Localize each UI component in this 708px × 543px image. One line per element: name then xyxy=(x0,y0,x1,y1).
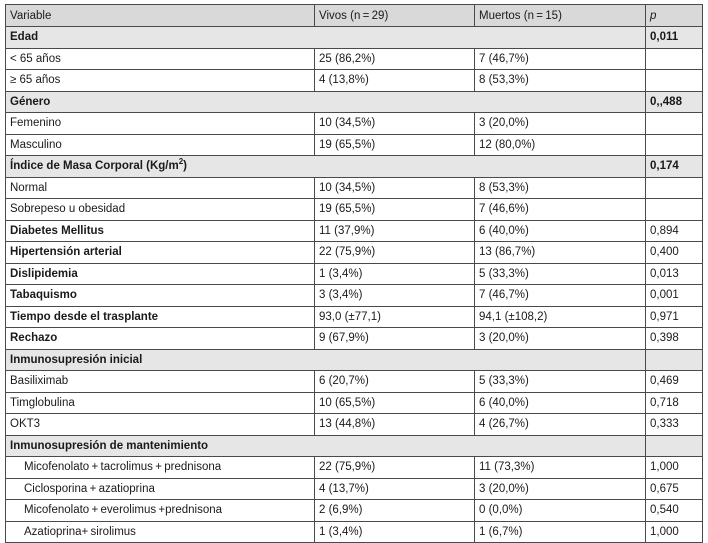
header-variable: Variable xyxy=(6,5,315,27)
table-row xyxy=(6,199,703,221)
section-label-end: ) xyxy=(183,160,187,173)
muertos-cell: 11 (73,3%) xyxy=(475,457,646,479)
section-label xyxy=(6,91,646,113)
muertos-cell: 7 (46,6%) xyxy=(475,199,646,221)
vivos-cell: 22 (75,9%) xyxy=(315,457,475,479)
vivos-cell: 10 (34,5%) xyxy=(315,113,475,135)
p-value-cell: 0,718 xyxy=(646,392,703,414)
superscript: 2 xyxy=(178,157,184,167)
vivos-cell: 9 (67,9%) xyxy=(315,328,475,350)
vivos-cell: 93,0 (±77,1) xyxy=(315,306,475,328)
muertos-cell: 6 (40,0%) xyxy=(475,220,646,242)
vivos-cell: 13 (44,8%) xyxy=(315,414,475,436)
table-row xyxy=(6,306,703,328)
table-row xyxy=(6,521,703,543)
vivos-cell: 6 (20,7%) xyxy=(315,371,475,393)
p-value-cell xyxy=(646,349,703,371)
table-row xyxy=(6,113,703,135)
table-body xyxy=(6,27,703,543)
p-value-cell: 0,174 xyxy=(646,156,703,178)
vivos-cell: 1 (3,4%) xyxy=(315,263,475,285)
section-label xyxy=(6,27,646,49)
p-value-cell xyxy=(646,177,703,199)
variable-cell: Ciclosporina + azatioprina xyxy=(6,478,315,500)
p-value-cell: 0,894 xyxy=(646,220,703,242)
variable-cell: Dislipidemia xyxy=(6,263,315,285)
header-muertos: Muertos (n = 15) xyxy=(475,5,646,27)
variable-cell: Azatioprina+ sirolimus xyxy=(6,521,315,543)
variable-cell: Normal xyxy=(6,177,315,199)
table-row xyxy=(6,371,703,393)
variable-cell: Sobrepeso u obesidad xyxy=(6,199,315,221)
muertos-cell: 1 (6,7%) xyxy=(475,521,646,543)
p-value-cell xyxy=(646,199,703,221)
p-value-cell: 0,469 xyxy=(646,371,703,393)
variable-cell: OKT3 xyxy=(6,414,315,436)
variable-cell: Timglobulina xyxy=(6,392,315,414)
data-table xyxy=(5,4,703,543)
p-value-cell: 0,011 xyxy=(646,27,703,49)
p-value-cell: 1,000 xyxy=(646,521,703,543)
p-value-cell xyxy=(646,435,703,457)
vivos-cell: 19 (65,5%) xyxy=(315,134,475,156)
variable-cell: Diabetes Mellitus xyxy=(6,220,315,242)
p-value-cell: 0,001 xyxy=(646,285,703,307)
table-row xyxy=(6,414,703,436)
vivos-cell: 10 (65,5%) xyxy=(315,392,475,414)
vivos-cell: 10 (34,5%) xyxy=(315,177,475,199)
p-value-cell xyxy=(646,48,703,70)
variable-cell: Masculino xyxy=(6,134,315,156)
section-label-text: Inmunosupresión inicial xyxy=(10,353,143,366)
p-value-cell: 0,400 xyxy=(646,242,703,264)
vivos-cell: 22 (75,9%) xyxy=(315,242,475,264)
p-value-cell xyxy=(646,70,703,92)
section-label xyxy=(6,156,646,178)
muertos-cell: 5 (33,3%) xyxy=(475,371,646,393)
variable-cell: Basiliximab xyxy=(6,371,315,393)
header-p-value: p xyxy=(646,5,703,27)
variable-cell: ≥ 65 años xyxy=(6,70,315,92)
table-row xyxy=(6,134,703,156)
muertos-cell: 94,1 (±108,2) xyxy=(475,306,646,328)
muertos-cell: 8 (53,3%) xyxy=(475,177,646,199)
muertos-cell: 6 (40,0%) xyxy=(475,392,646,414)
muertos-cell: 8 (53,3%) xyxy=(475,70,646,92)
p-value-cell: 0,398 xyxy=(646,328,703,350)
section-label xyxy=(6,349,646,371)
vivos-cell: 19 (65,5%) xyxy=(315,199,475,221)
vivos-cell: 4 (13,8%) xyxy=(315,70,475,92)
table-row xyxy=(6,242,703,264)
variable-cell: Micofenolato + everolimus +prednisona xyxy=(6,500,315,522)
muertos-cell: 12 (80,0%) xyxy=(475,134,646,156)
p-value-cell: 0,333 xyxy=(646,414,703,436)
variable-cell: Femenino xyxy=(6,113,315,135)
table-row xyxy=(6,328,703,350)
vivos-cell: 25 (86,2%) xyxy=(315,48,475,70)
p-value-cell: 0,,488 xyxy=(646,91,703,113)
section-row xyxy=(6,435,703,457)
p-value-cell xyxy=(646,113,703,135)
p-value-cell xyxy=(646,134,703,156)
variable-cell: Hipertensión arterial xyxy=(6,242,315,264)
p-value-cell: 0,971 xyxy=(646,306,703,328)
p-value-cell: 0,540 xyxy=(646,500,703,522)
table-row xyxy=(6,457,703,479)
muertos-cell: 3 (20,0%) xyxy=(475,328,646,350)
header-vivos: Vivos (n = 29) xyxy=(315,5,475,27)
variable-cell: Micofenolato + tacrolimus + prednisona xyxy=(6,457,315,479)
muertos-cell: 3 (20,0%) xyxy=(475,113,646,135)
variable-cell: Tabaquismo xyxy=(6,285,315,307)
vivos-cell: 2 (6,9%) xyxy=(315,500,475,522)
muertos-cell: 5 (33,3%) xyxy=(475,263,646,285)
table-row xyxy=(6,48,703,70)
vivos-cell: 4 (13,7%) xyxy=(315,478,475,500)
vivos-cell: 1 (3,4%) xyxy=(315,521,475,543)
variable-cell: < 65 años xyxy=(6,48,315,70)
section-label-text: Inmunosupresión de mantenimiento xyxy=(10,439,209,452)
muertos-cell: 4 (26,7%) xyxy=(475,414,646,436)
section-label-text: Género xyxy=(10,95,51,108)
section-label-text: Índice de Masa Corporal (Kg/m xyxy=(10,160,179,173)
vivos-cell: 11 (37,9%) xyxy=(315,220,475,242)
table-row xyxy=(6,500,703,522)
p-value-cell: 1,000 xyxy=(646,457,703,479)
muertos-cell: 13 (86,7%) xyxy=(475,242,646,264)
variable-cell: Tiempo desde el trasplante xyxy=(6,306,315,328)
variable-cell: Rechazo xyxy=(6,328,315,350)
section-label-text: Edad xyxy=(10,31,39,44)
header-row xyxy=(6,5,703,27)
section-row xyxy=(6,27,703,49)
muertos-cell: 0 (0,0%) xyxy=(475,500,646,522)
table-row xyxy=(6,220,703,242)
table-header xyxy=(6,5,703,27)
section-row xyxy=(6,156,703,178)
table-row xyxy=(6,392,703,414)
table-row xyxy=(6,177,703,199)
muertos-cell: 3 (20,0%) xyxy=(475,478,646,500)
p-value-cell: 0,675 xyxy=(646,478,703,500)
muertos-cell: 7 (46,7%) xyxy=(475,285,646,307)
section-label xyxy=(6,435,646,457)
vivos-cell: 3 (3,4%) xyxy=(315,285,475,307)
table-row xyxy=(6,263,703,285)
table-row xyxy=(6,478,703,500)
section-row xyxy=(6,349,703,371)
section-row xyxy=(6,91,703,113)
table-row xyxy=(6,70,703,92)
muertos-cell: 7 (46,7%) xyxy=(475,48,646,70)
p-value-cell: 0,013 xyxy=(646,263,703,285)
table-row xyxy=(6,285,703,307)
